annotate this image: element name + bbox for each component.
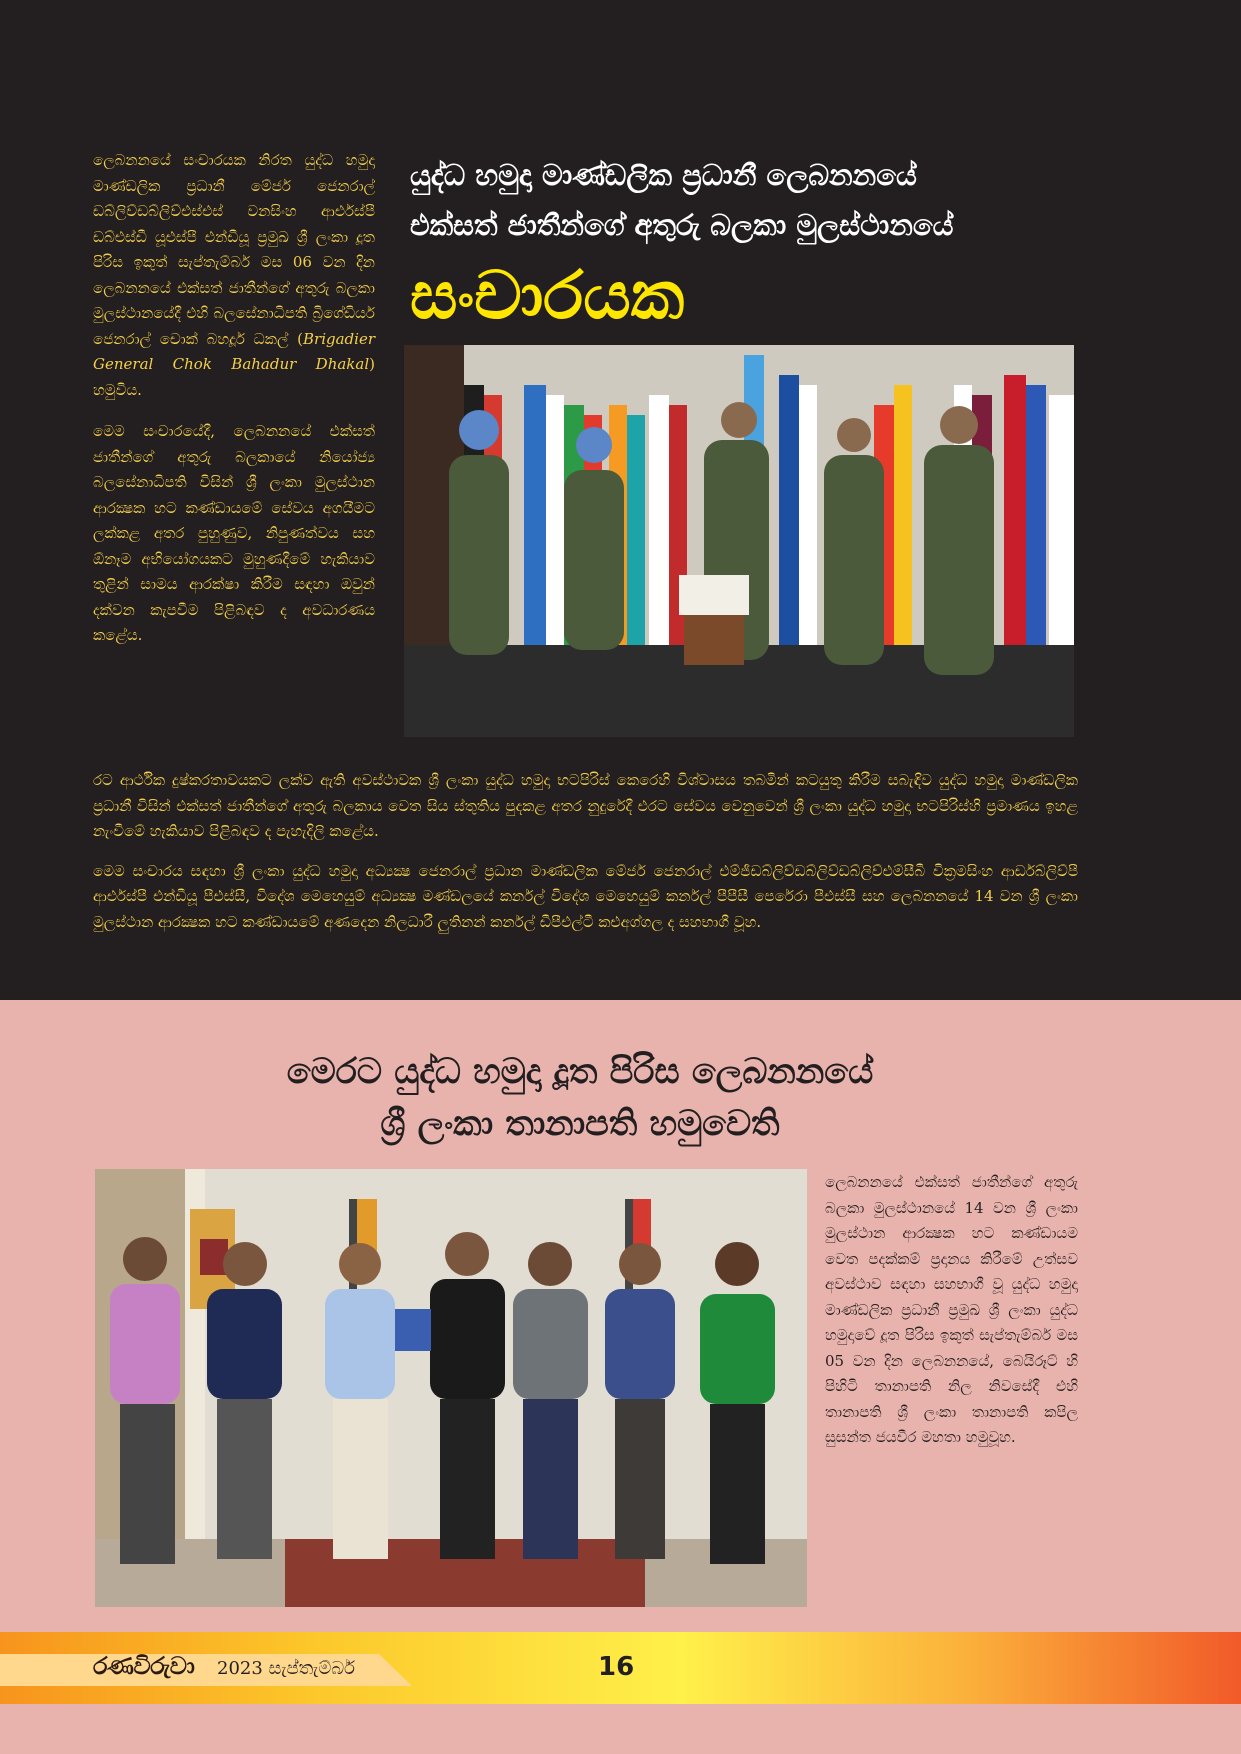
- article-1-paragraph-2: මෙම සංචාරයේදී, ලෙබනනයේ එක්සත් ජාතීන්ගේ අතුරු බලකායේ නියෝජ්‍ය බලසේනාධිපති විසින් ශ්‍රී ලංකා මුලස්ථාන ආරක්‍ෂක හට කණ්ඩායමේ සේවය අගයීමට ලක්කළ අතර පුහුණුව, නිපුණත්වය සහ ඕනෑම අභියෝගයකට මුහුණදීමේ හැකියාව තුළින් සාමය ආරක්ෂා කිරීම සඳහා ඔවුන් දක්වන කැපවීම පිළිබඳව ද අවධාරණය කළේය.: [93, 422, 375, 644]
- headline-line-1: යුද්ධ හමුදා මාණ්ඩලික ප්‍රධානී ලෙබනනයේ: [410, 158, 917, 192]
- article-1-paragraph-1: ලෙබනනයේ සංචාරයක නිරත යුද්ධ හමුදා මාණ්ඩලික ප්‍රධානී මේජර් ජෙනරාල් ඩබ්ලිව්ඩබ්ලිව්එස්එස් වනසිංහ ආර්එස්පී ඩබ්එස්ඩී යූඑස්පී එන්ඩීයූ ප්‍රමුඛ ශ්‍රී ලංකා දූත පිරිස ඉකුත් සැප්තැම්බර් මස 06 වන දින ලෙබනනයේ එක්සත් ජාතීන්ගේ අතුරු බලකා මුලස්ථානයේදී එහි බලසේනාධිපති බ්‍රිගේඩියර් ජෙනරාල් චොක් බහදූර් ධකල් (Brigadier General Chok Bahadur Dhakal) හමුවිය.: [93, 151, 375, 399]
- article-1-body-paragraph-2: මෙම සංචාරය සඳහා ශ්‍රී ලංකා යුද්ධ හමුදා අධ්‍යක්‍ෂ ජෙනරාල් ප්‍රධාන මාණ්ඩලික මේජර් ජෙනරාල් එම්ජීඩබ්ලිව්ඩබ්ලිව්ඩබ්ලිව්එම්සීබී වික්‍රමසිංහ ආර්ඩබ්ලිව්පී ආර්එස්පී එන්ඩීයූ පීඑස්සී, විදේශ මෙහෙයුම් අධ්‍යක්‍ෂ මණ්ඩලයේ කර්නල් විදේශ මෙහෙයුම් කර්නල් පීපීසී පෙරේරා පීඑස්සී සහ ලෙබනනයේ 14 වන ශ්‍රී ලංකා මුලස්ථාන ආරක්‍ෂක හට කණ්ඩායමේ අණදෙන නිලධාරී ලුතිනන් කර්නල් ඩීපීඑල්ටී කළුඅග්ගල ද සහභාගී වූහ.: [93, 861, 1078, 931]
- article-2-side-column: [825, 1170, 1078, 1451]
- english-name: Brigadier General Chok Bahadur Dhakal: [93, 329, 375, 373]
- article-1-body: [93, 768, 1078, 949]
- article-2-headline: [150, 1046, 1010, 1150]
- page-number: 16: [598, 1652, 635, 1682]
- photo-ambassador-meeting: [95, 1169, 807, 1607]
- headline-line-2: එක්සත් ජාතීන්ගේ අතුරු බලකා මුලස්ථානයේ: [410, 208, 954, 242]
- article-2-headline-line-1: මෙරට යුද්ධ හමුදා දූත පිරිස ලෙබනනයේ: [286, 1052, 874, 1092]
- article-2-headline-line-2: ශ්‍රී ලංකා තානාපති හමුවෙති: [380, 1104, 780, 1144]
- photo-illustration: [95, 1169, 807, 1607]
- magazine-brand: රණවිරුවා: [93, 1652, 195, 1680]
- article-2-paragraph: ලෙබනනයේ එක්සත් ජාතීන්ගේ අතුරු බලකා මුලස්ථානයේ 14 වන ශ්‍රී ලංකා මුලස්ථාන ආරක්‍ෂක හට කණ්ඩායම වෙත පදක්කම් ප්‍රදානය කිරීමේ උත්සව අවස්ථාව සඳහා සහභාගී වූ යුද්ධ හමුදා මාණ්ඩලික ප්‍රධානී ප්‍රමුඛ ශ්‍රී ලංකා යුද්ධ හමුදාවේ දූත පිරිස ඉකුත් සැප්තැම්බර් මස 05 වන දින ලෙබනනයේ, බෙයිරූට් හි පිහිටි තානාපති නිල නිවසේදී එහි තානාපති ශ්‍රී ලංකා තානාපති කපිල සුසන්ත ජයවීර මහතා හමුවූහ.: [825, 1173, 1078, 1446]
- photo-illustration: [404, 345, 1074, 737]
- page-footer: [0, 1632, 1241, 1704]
- issue-date: 2023 සැප්තැම්බර්: [217, 1658, 356, 1679]
- article-1-body-paragraph-1: රට ආර්ථික දුෂ්කරතාවයකට ලක්ව ඇති අවස්ථාවක ශ්‍රී ලංකා යුද්ධ හමුදා භටපිරිස් කෙරෙහි විශ්වාසය තබමින් කටයුතු කිරීම සබැඳිව යුද්ධ හමුදා මාණ්ඩලික ප්‍රධානී විසින් එක්සත් ජාතීන්ගේ අතුරු බලකාය වෙත සිය ස්තුතිය පුදකළ අතර නුදුරේදී එරට සේවය වෙනුවෙන් ශ්‍රී ලංකා යුද්ධ හමුදා භටපිරිස්හි ප්‍රමාණය ඉහළ නැංවීමේ හැකියාව පිළිබඳව ද පැහැදිලි කළේය.: [93, 771, 1078, 840]
- headline-big: සංචාරයක: [410, 257, 685, 334]
- photo-army-chief-meeting: [404, 345, 1074, 737]
- article-1-side-column: [93, 148, 375, 665]
- article-1-headline: [410, 150, 1110, 336]
